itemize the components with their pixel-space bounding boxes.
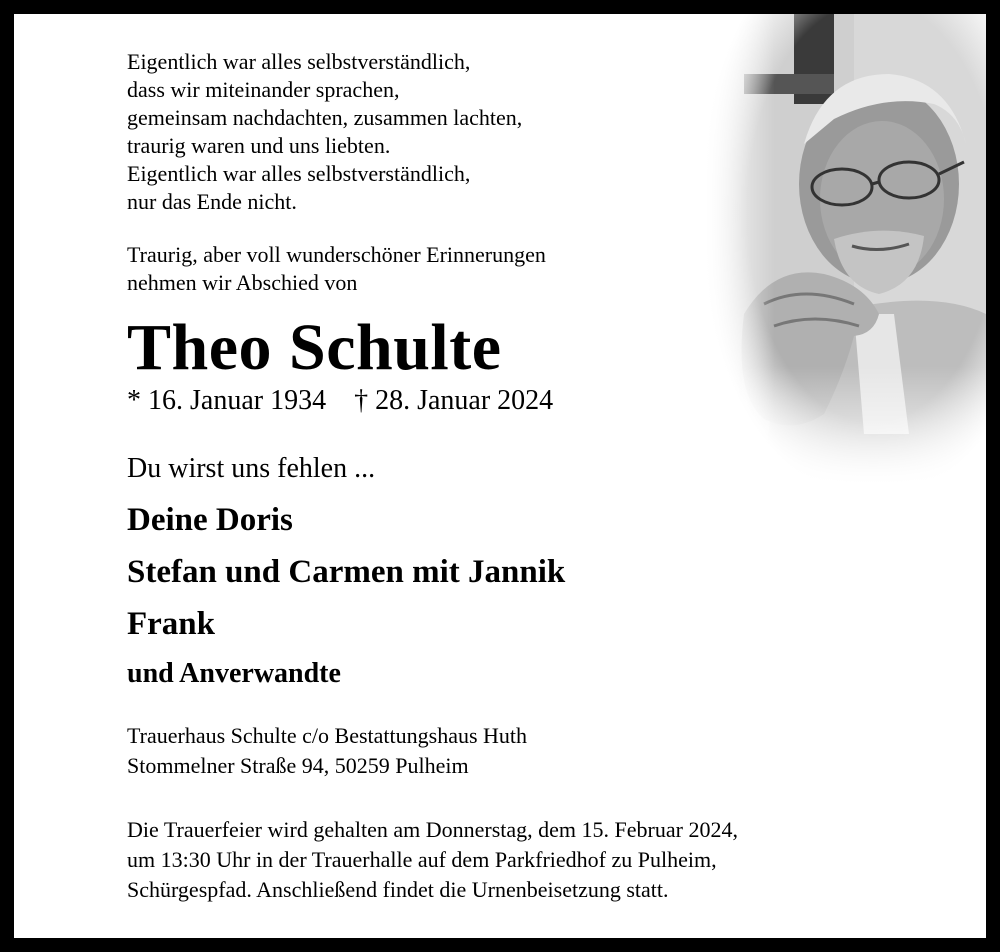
poem-line: nur das Ende nicht. [127,189,297,214]
service-line: Die Trauerfeier wird gehalten am Donnerstag, dem 15. Februar 2024, [127,817,738,842]
deceased-name: Theo Schulte [127,311,502,384]
obituary-card [14,14,986,938]
poem [127,48,522,216]
intro-line: nehmen wir Abschied von [127,270,358,295]
funeral-service-info [127,815,738,905]
mourner-name: Stefan und Carmen mit Jannik [127,554,566,590]
portrait-photo [704,14,986,484]
death-date: † 28. Januar 2024 [354,385,554,416]
mourning-address [127,721,527,781]
address-line: Trauerhaus Schulte c/o Bestattungshaus Huth [127,723,528,748]
farewell-line: Du wirst uns fehlen ... [127,453,376,484]
poem-line: Eigentlich war alles selbstverständlich, [127,49,471,74]
intro-text [127,241,546,297]
poem-line: dass wir miteinander sprachen, [127,77,400,102]
service-line: Schürgespfad. Anschließend findet die Urnenbeisetzung statt. [127,877,669,902]
service-line: um 13:30 Uhr in der Trauerhalle auf dem Parkfriedhof zu Pulheim, [127,847,717,872]
poem-line: traurig waren und uns liebten. [127,133,391,158]
intro-line: Traurig, aber voll wunderschöner Erinnerungen [127,242,546,267]
mourner-name: Frank [127,606,216,642]
poem-line: gemeinsam nachdachten, zusammen lachten, [127,105,523,130]
address-line: Stommelner Straße 94, 50259 Pulheim [127,753,469,778]
birth-date: * 16. Januar 1934 [127,385,327,416]
life-dates [127,384,553,418]
mourner-name: Deine Doris [127,502,293,538]
poem-line: Eigentlich war alles selbstverständlich, [127,161,471,186]
relatives-line: und Anverwandte [127,658,341,689]
